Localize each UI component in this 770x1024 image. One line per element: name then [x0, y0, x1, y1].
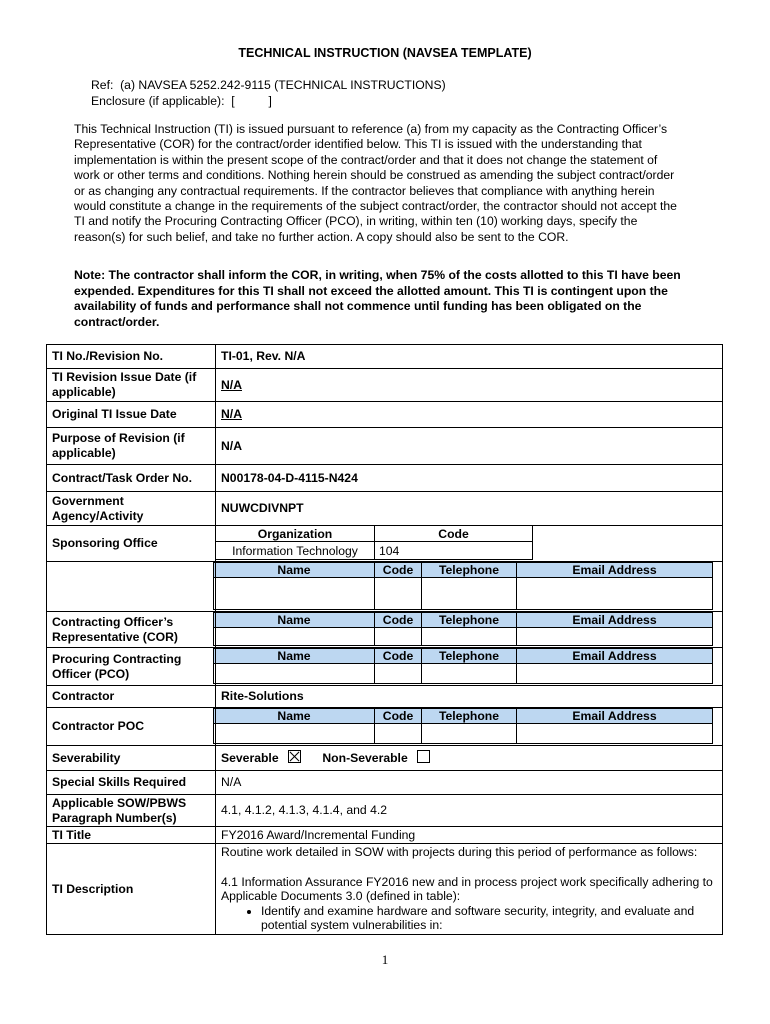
- poc-label: Contractor POC: [47, 708, 216, 746]
- sow-value: 4.1, 4.1.2, 4.1.3, 4.1.4, and 4.2: [216, 795, 723, 827]
- row-cor: [47, 612, 723, 648]
- email-header: Email Address: [517, 649, 713, 664]
- row-severability: [47, 746, 723, 771]
- row-ti-title: [47, 827, 723, 844]
- email-header: Email Address: [517, 709, 713, 724]
- skills-label: Special Skills Required: [47, 771, 216, 795]
- desc-bullet-list: [221, 904, 717, 933]
- code-header: Code: [375, 649, 422, 664]
- row-orig-date: [47, 402, 723, 428]
- name-header: Name: [214, 563, 375, 578]
- page-title: TECHNICAL INSTRUCTION (NAVSEA TEMPLATE): [238, 46, 532, 60]
- row-sponsor: [47, 526, 723, 562]
- rev-date-value: N/A: [216, 369, 723, 402]
- purpose-label: Purpose of Revision (if applicable): [47, 428, 216, 465]
- desc-label: TI Description: [47, 844, 216, 935]
- row-agency: [47, 492, 723, 526]
- row-poc: [47, 708, 723, 746]
- poc-contact-table: [213, 708, 713, 744]
- cor-contact-table: [213, 612, 713, 646]
- reference-line: Ref: (a) NAVSEA 5252.242-9115 (TECHNICAL INSTRUCTIONS): [91, 78, 446, 92]
- page-number: 1: [381, 952, 389, 967]
- sow-label: Applicable SOW/PBWS Paragraph Number(s): [47, 795, 216, 827]
- row-contractor: [47, 686, 723, 708]
- telephone-header: Telephone: [422, 649, 517, 664]
- ti-no-value: TI-01, Rev. N/A: [216, 345, 723, 369]
- contract-value: N00178-04-D-4115-N424: [216, 465, 723, 492]
- row-ti-no: [47, 345, 723, 369]
- code-header: Code: [375, 613, 422, 628]
- name-header: Name: [214, 709, 375, 724]
- pco-contact-table: [213, 648, 713, 684]
- ti-title-label: TI Title: [47, 827, 216, 844]
- severability-label: Severability: [47, 746, 216, 771]
- enclosure-line: Enclosure (if applicable): [ ]: [91, 94, 272, 108]
- severable-checkbox[interactable]: [288, 750, 301, 763]
- email-header: Email Address: [517, 613, 713, 628]
- telephone-header: Telephone: [422, 563, 517, 578]
- purpose-value: N/A: [216, 428, 723, 465]
- contract-label: Contract/Task Order No.: [47, 465, 216, 492]
- severable-label: Severable: [221, 751, 279, 766]
- code-header: Code: [375, 563, 422, 578]
- blank-contact-table: [213, 562, 713, 610]
- intro-paragraph: This Technical Instruction (TI) is issued pursuant to reference (a) from my capacity as the Contracting Officer’s Representative (COR) for the contract/order identified below. This TI is issued with the understanding that implementation is within the present scope of the contract/order and that it does not change the statement of work or other terms and conditions. Nothing herein should be construed as amending the subject contract/order or as changing any contractual requirements. If the contractor believes that compliance with anything herein would constitute a change in the requirements of the subject contract/order, the contractor should not accept the TI and notify the Procuring Contracting Officer (PCO), in writing, within ten (10) working days, specify the reason(s) for such belief, and take no further action. A copy should also be sent to the COR.: [74, 122, 677, 244]
- org-value: Information Technology: [216, 542, 375, 560]
- agency-value: NUWCDIVNPT: [216, 492, 723, 526]
- code-header: Code: [375, 709, 422, 724]
- name-header: Name: [214, 613, 375, 628]
- agency-label: Government Agency/Activity: [47, 492, 216, 526]
- ti-table: [46, 344, 723, 935]
- reference-block: [91, 77, 446, 109]
- row-purpose: [47, 428, 723, 465]
- sponsor-label: Sponsoring Office: [47, 526, 216, 562]
- row-pco: [47, 648, 723, 686]
- contractor-label: Contractor: [47, 686, 216, 708]
- non-severable-label: Non-Severable: [322, 751, 408, 766]
- rev-date-label: TI Revision Issue Date (if applicable): [47, 369, 216, 402]
- sponsor-org-table: [215, 525, 533, 560]
- desc-paragraph-2: 4.1 Information Assurance FY2016 new and in process project work specifically adhering to Applicable Documents 3.0 (defined in table):: [221, 874, 713, 904]
- desc-bullet-item: • Identify and examine hardware and software security, integrity, and evaluate and potential system vulnerabilities in:: [261, 904, 717, 933]
- cor-label: Contracting Officer’s Representative (COR): [47, 612, 216, 648]
- row-rev-date: [47, 369, 723, 402]
- ti-no-label: TI No./Revision No.: [47, 345, 216, 369]
- pco-label: Procuring Contracting Officer (PCO): [47, 648, 216, 686]
- ti-title-value: FY2016 Award/Incremental Funding: [216, 827, 723, 844]
- non-severable-checkbox[interactable]: [417, 750, 430, 763]
- email-header: Email Address: [517, 563, 713, 578]
- orig-date-value: N/A: [216, 402, 723, 428]
- org-code-header: Code: [375, 526, 533, 542]
- row-blank-contact: [47, 562, 723, 612]
- row-skills: [47, 771, 723, 795]
- org-header: Organization: [216, 526, 375, 542]
- org-code-value: 104: [375, 542, 533, 560]
- row-description: [47, 844, 723, 935]
- skills-value: N/A: [216, 771, 723, 795]
- orig-date-label: Original TI Issue Date: [47, 402, 216, 428]
- name-header: Name: [214, 649, 375, 664]
- desc-paragraph-1: Routine work detailed in SOW with projects during this period of performance as follows:: [221, 845, 698, 859]
- telephone-header: Telephone: [422, 613, 517, 628]
- row-sow: [47, 795, 723, 827]
- telephone-header: Telephone: [422, 709, 517, 724]
- row-contract: [47, 465, 723, 492]
- contractor-value: Rite-Solutions: [216, 686, 723, 708]
- note-paragraph: Note: The contractor shall inform the COR, in writing, when 75% of the costs allotted to this TI have been expended. Expenditures for this TI shall not exceed the allotted amount. This TI is contingent upon the availability of funds and performance shall not commence until funding has been obligated on the contract/order.: [74, 268, 681, 329]
